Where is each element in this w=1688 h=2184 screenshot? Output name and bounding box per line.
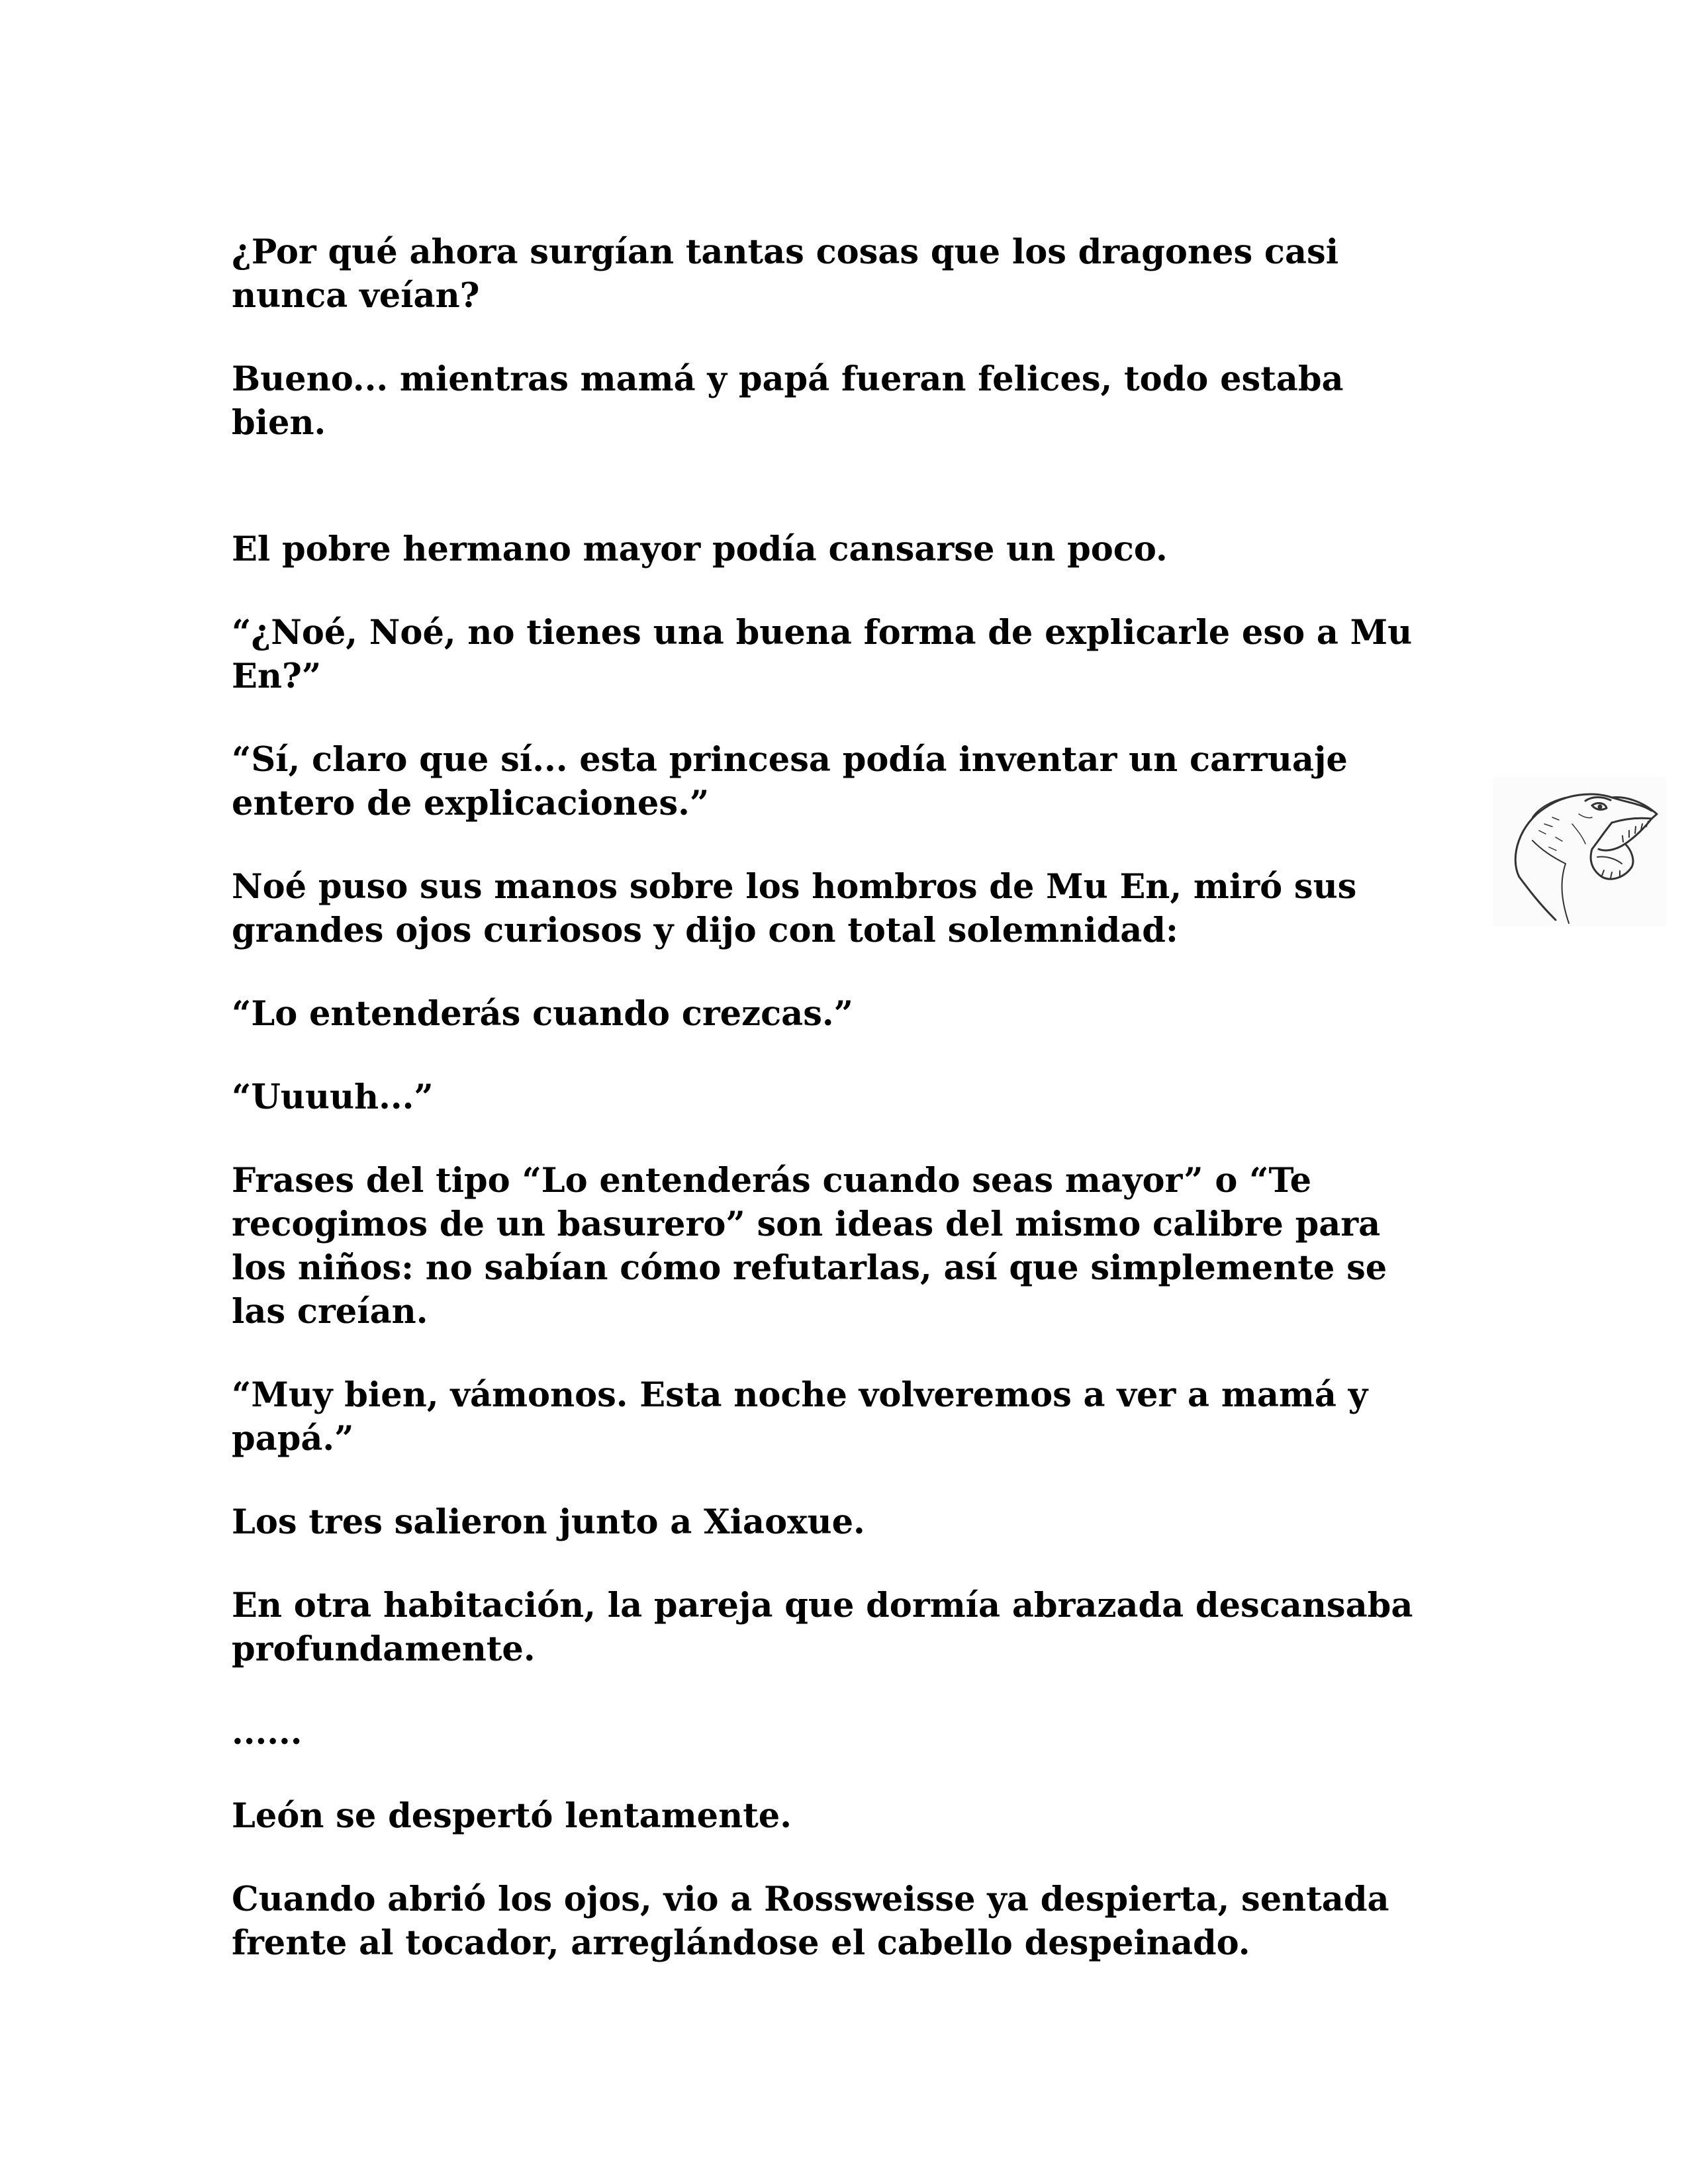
- body-text: [232, 230, 1443, 2005]
- paragraph: Noé puso sus manos sobre los hombros de Mu En, miró sus grandes ojos curiosos y dijo con total solemnidad:: [232, 867, 1357, 950]
- paragraph: “Muy bien, vámonos. Esta noche volveremos a ver a mamá y papá.”: [232, 1375, 1368, 1459]
- paragraph: Frases del tipo “Lo entenderás cuando seas mayor” o “Te recogimos de un basurero” son ideas del mismo calibre para los niños: no sabían cómo refutarlas, así que simplemente se las creían.: [232, 1161, 1387, 1332]
- paragraph: “Uuuuh...”: [232, 1077, 434, 1117]
- paragraph: ¿Por qué ahora surgían tantas cosas que los dragones casi nunca veían?: [232, 232, 1339, 316]
- paragraph: En otra habitación, la pareja que dormía abrazada descansaba profundamente.: [232, 1586, 1413, 1669]
- paragraph: El pobre hermano mayor podía cansarse un poco.: [232, 529, 1168, 569]
- paragraph: Cuando abrió los ojos, vio a Rossweisse ya despierta, sentada frente al tocador, arreglándose el cabello despeinado.: [232, 1880, 1389, 1963]
- paragraph: León se despertó lentamente.: [232, 1796, 792, 1836]
- paragraph: “Lo entenderás cuando crezcas.”: [232, 994, 853, 1034]
- paragraph: “¿Noé, Noé, no tienes una buena forma de explicarle eso a Mu En?”: [232, 613, 1413, 696]
- scene-break: ......: [232, 1713, 303, 1752]
- dinosaur-head-sketch-icon: [1493, 778, 1666, 927]
- paragraph: “Sí, claro que sí... esta princesa podía inventar un carruaje entero de explicaciones.”: [232, 740, 1348, 823]
- paragraph: Los tres salieron junto a Xiaoxue.: [232, 1502, 865, 1542]
- paragraph: Bueno... mientras mamá y papá fueran felices, todo estaba bien.: [232, 359, 1344, 443]
